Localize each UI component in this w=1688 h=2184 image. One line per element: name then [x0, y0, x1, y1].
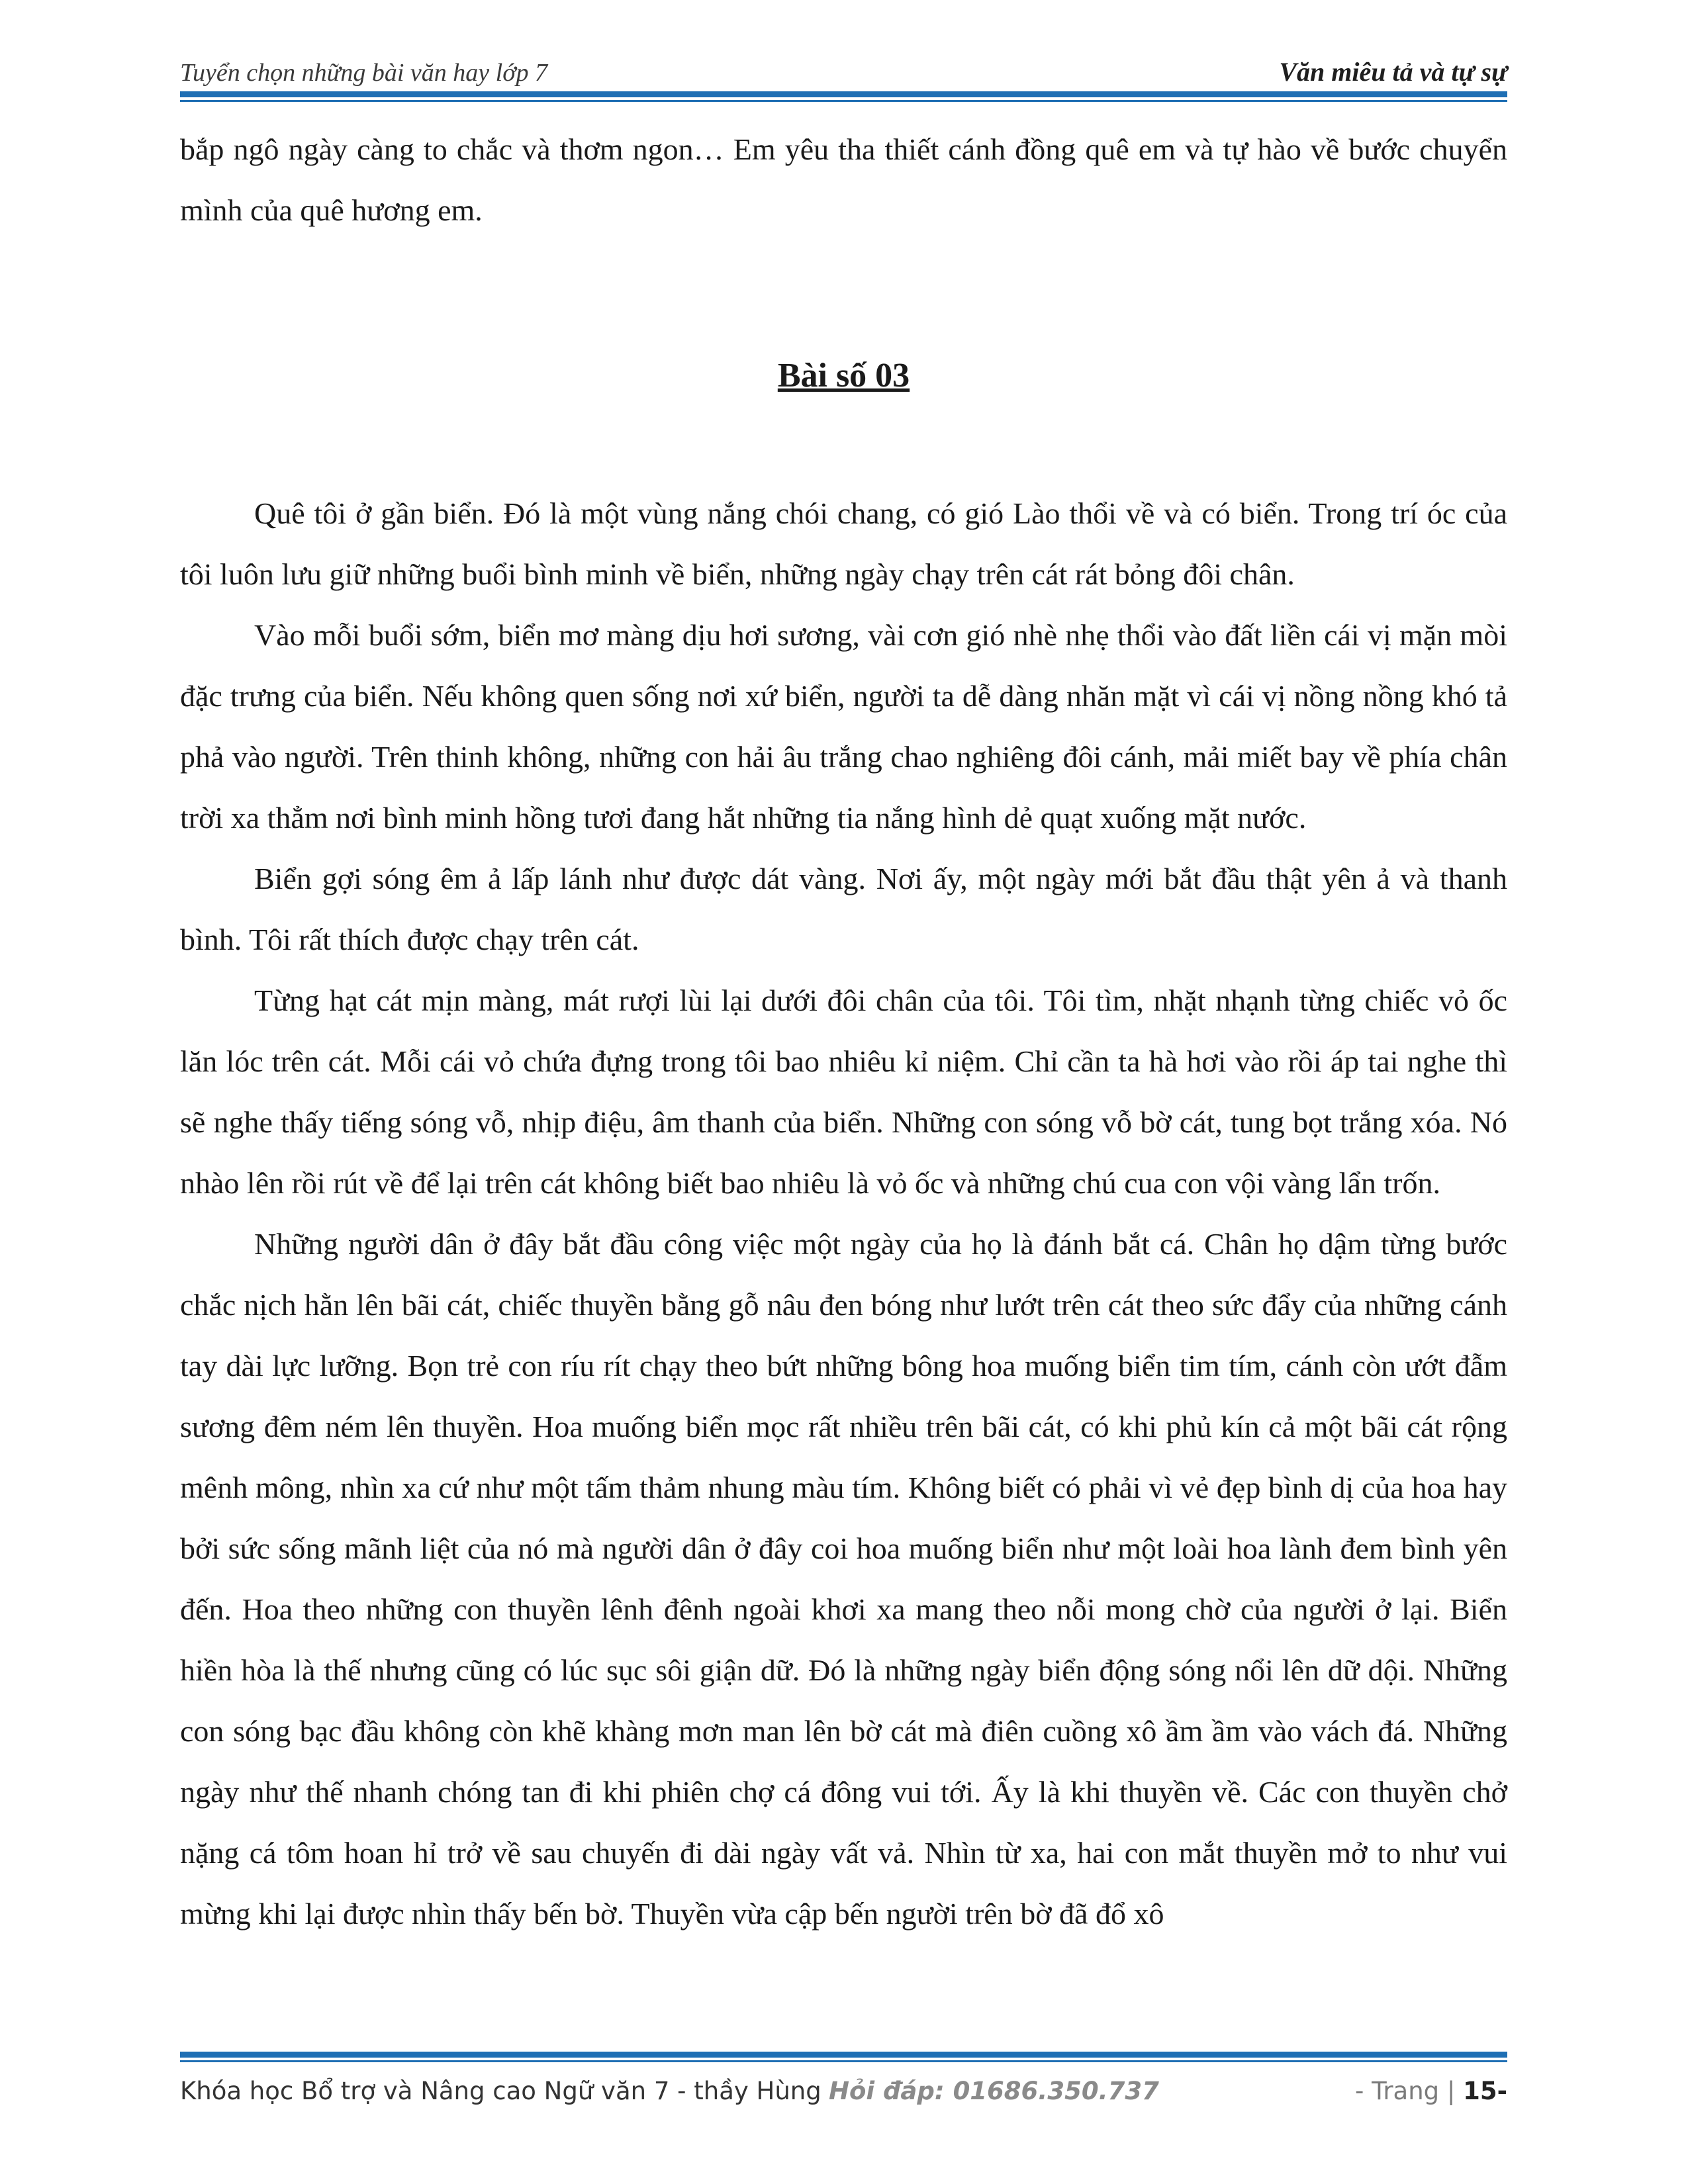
paragraph-4: Từng hạt cát mịn màng, mát rượi lùi lại dưới đôi chân của tôi. Tôi tìm, nhặt nhạnh từng chiếc vỏ ốc lăn lóc trên cát. Mỗi cái vỏ chứa đựng trong tôi bao nhiêu kỉ niệm. Chỉ cần ta hà hơi vào rồi áp tai nghe thì sẽ nghe thấy tiếng sóng vỗ, nhịp điệu, âm thanh của biển. Những con sóng vỗ bờ cát, tung bọt trắng xóa. Nó nhào lên rồi rút về để lại trên cát không biết bao nhiêu là vỏ ốc và những chú cua con vội vàng lẩn trốn. — [180, 983, 1507, 1200]
footer-rule-thin — [180, 2060, 1507, 2062]
essay-title: Bài số 03 — [777, 357, 910, 394]
page-footer — [180, 2071, 1507, 2111]
footer-page-indicator — [1355, 2077, 1507, 2105]
header-book-title: Tuyển chọn những bài văn hay lớp 7 — [180, 59, 547, 87]
paragraph-3: Biển gợi sóng êm ả lấp lánh như được dát vàng. Nơi ấy, một ngày mới bắt đầu thật yên ả và thanh bình. Tôi rất thích được chạy trên cát. — [180, 862, 1507, 956]
header-section-title: Văn miêu tả và tự sự — [1279, 57, 1507, 87]
header-rule-thin — [180, 100, 1507, 102]
paragraph-1: Quê tôi ở gần biển. Đó là một vùng nắng chói chang, có gió Lào thổi về và có biển. Trong trí óc của tôi luôn lưu giữ những buổi bình minh về biển, những ngày chạy trên cát rát bỏng đôi chân. — [180, 496, 1507, 591]
footer-rule-thick — [180, 2052, 1507, 2058]
footer-course-name: Khóa học Bổ trợ và Nâng cao Ngữ văn 7 - thầy Hùng — [180, 2077, 821, 2105]
paragraph-2: Vào mỗi buổi sớm, biển mơ màng dịu hơi sương, vài cơn gió nhè nhẹ thổi vào đất liền cái vị mặn mòi đặc trưng của biển. Nếu không quen sống nơi xứ biển, người ta dễ dàng nhăn mặt vì cái vị nồng nồng khó tả phả vào người. Trên thinh không, những con hải âu trắng chao nghiêng đôi cánh, mải miết bay về phía chân trời xa thẳm nơi bình minh hồng tươi đang hắt những tia nắng hình dẻ quạt xuống mặt nước. — [180, 618, 1507, 835]
header-rule-thick — [180, 91, 1507, 97]
page-label: - Trang | — [1355, 2077, 1456, 2105]
intro-paragraph: bắp ngô ngày càng to chắc và thơm ngon… Em yêu tha thiết cánh đồng quê em và tự hào về bước chuyển mình của quê hương em. — [180, 132, 1507, 227]
page-content — [180, 119, 1507, 1944]
page-header — [180, 52, 1507, 91]
footer-hotline: Hỏi đáp: 01686.350.737 — [829, 2077, 1159, 2105]
page-number: 15- — [1463, 2077, 1507, 2105]
paragraph-5: Những người dân ở đây bắt đầu công việc một ngày của họ là đánh bắt cá. Chân họ dậm từng bước chắc nịch hằn lên bãi cát, chiếc thuyền bằng gỗ nâu đen bóng như lướt trên cát theo sức đẩy của những cánh tay dài lực lưỡng. Bọn trẻ con ríu rít chạy theo bứt những bông hoa muống biển tim tím, cánh còn ướt đẫm sương đêm ném lên thuyền. Hoa muống biển mọc rất nhiều trên bãi cát, có khi phủ kín cả một bãi cát rộng mênh mông, nhìn xa cứ như một tấm thảm nhung màu tím. Không biết có phải vì vẻ đẹp bình dị của hoa hay bởi sức sống mãnh liệt của nó mà người dân ở đây coi hoa muống biển như một loài hoa lành đem bình yên đến. Hoa theo những con thuyền lênh đênh ngoài khơi xa mang theo nỗi mong chờ của người ở lại. Biển hiền hòa là thế nhưng cũng có lúc sục sôi giận dữ. Đó là những ngày biển động sóng nổi lên dữ dội. Những con sóng bạc đầu không còn khẽ khàng mơn man lên bờ cát mà điên cuồng xô ầm ầm vào vách đá. Những ngày như thế nhanh chóng tan đi khi phiên chợ cá đông vui tới. Ấy là khi thuyền về. Các con thuyền chở nặng cá tôm hoan hỉ trở về sau chuyến đi dài ngày vất vả. Nhìn từ xa, hai con mắt thuyền mở to như vui mừng khi lại được nhìn thấy bến bờ. Thuyền vừa cập bến người trên bờ đã đổ xô — [180, 1227, 1507, 1931]
